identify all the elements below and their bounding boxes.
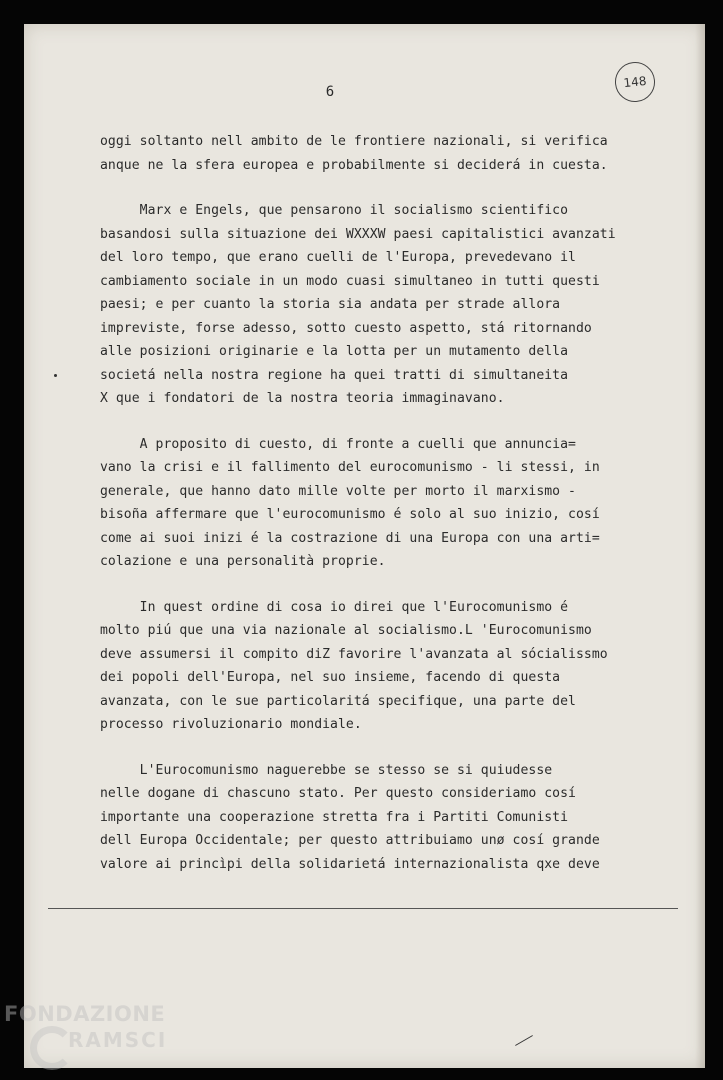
text-line: Marx e Engels, que pensarono il socialismo scientifico bbox=[100, 203, 569, 218]
paragraph-3 bbox=[100, 433, 655, 574]
text-line: deve assumersi il compito diZ favorire l'avanzata al sócialissmo bbox=[100, 646, 608, 662]
text-line: nelle dogane di chascuno stato. Per questo consideriamo cosí bbox=[100, 786, 576, 801]
text-line: come ai suoi inizi é la costrazione di una Europa con una arti= bbox=[100, 530, 600, 546]
pen-tick-mark bbox=[515, 1035, 533, 1046]
typewritten-text bbox=[100, 130, 655, 876]
page-divider-line bbox=[48, 908, 678, 909]
text-line: impreviste, forse adesso, sotto cuesto aspetto, stá ritornando bbox=[100, 320, 592, 336]
text-line: colazione e una personalità proprie. bbox=[100, 554, 386, 569]
text-line: molto piú que una via nazionale al socialismo.L 'Eurocomunismo bbox=[100, 623, 592, 638]
text-line: alle posizioni originarie e la lotta per un mutamento della bbox=[100, 344, 569, 359]
paragraph-1 bbox=[100, 130, 655, 177]
text-line: generale, que hanno dato mille volte per morto il marxismo - bbox=[100, 483, 576, 499]
text-line: X que i fondatori de la nostra teoria immaginavano. bbox=[100, 391, 505, 406]
paragraph-4 bbox=[100, 596, 655, 737]
text-line: cambiamento sociale in un modo cuasi simultaneo in tutti questi bbox=[100, 273, 600, 289]
margin-dot-mark bbox=[54, 374, 57, 377]
text-line: dei popoli dell'Europa, nel suo insieme, facendo di questa bbox=[100, 670, 561, 685]
text-line: importante una cooperazione stretta fra i Partiti Comunisti bbox=[100, 809, 569, 825]
fondazione-gramsci-watermark bbox=[4, 1000, 204, 1080]
text-line: del loro tempo, que erano cuelli de l'Europa, prevedevano il bbox=[100, 250, 576, 265]
document-page bbox=[24, 24, 705, 1068]
archive-number-stamp: 148 bbox=[613, 60, 657, 104]
watermark-line-1: FONDAZIONE bbox=[4, 1002, 166, 1026]
text-line: In quest ordine di cosa io direi que l'Eurocomunismo é bbox=[100, 599, 569, 615]
text-line: societá nella nostra regione ha quei tratti di simultaneita bbox=[100, 367, 569, 383]
watermark-line-2: RAMSCI bbox=[68, 1028, 168, 1052]
text-line: valore ai princìpi della solidarietá internazionalista qxe deve bbox=[100, 856, 600, 872]
page-number: 6 bbox=[325, 84, 335, 100]
text-line: avanzata, con le sue particolaritá specifique, una parte del bbox=[100, 693, 576, 709]
paragraph-2 bbox=[100, 199, 655, 411]
text-line: L'Eurocomunismo naguerebbe se stesso se si quiudesse bbox=[100, 762, 553, 778]
text-line: oggi soltanto nell ambito de le frontiere nazionali, si verifica bbox=[100, 134, 608, 149]
text-line: bisoña affermare que l'eurocomunismo é solo al suo inizio, cosí bbox=[100, 507, 600, 522]
text-line: dell Europa Occidentale; per questo attribuiamo unø cosí grande bbox=[100, 833, 600, 848]
text-line: paesi; e per cuanto la storia sia andata per strade allora bbox=[100, 297, 561, 312]
text-line: anque ne la sfera europea e probabilmente si deciderá in cuesta. bbox=[100, 157, 608, 173]
text-line: A proposito di cuesto, di fronte a cuelli que annuncia= bbox=[100, 436, 576, 452]
text-line: basandosi sulla situazione dei WXXXW paesi capitalistici avanzati bbox=[100, 226, 616, 242]
paragraph-5 bbox=[100, 759, 655, 877]
text-line: processo rivoluzionario mondiale. bbox=[100, 717, 362, 732]
text-line: vano la crisi e il fallimento del eurocomunismo - li stessi, in bbox=[100, 460, 600, 475]
